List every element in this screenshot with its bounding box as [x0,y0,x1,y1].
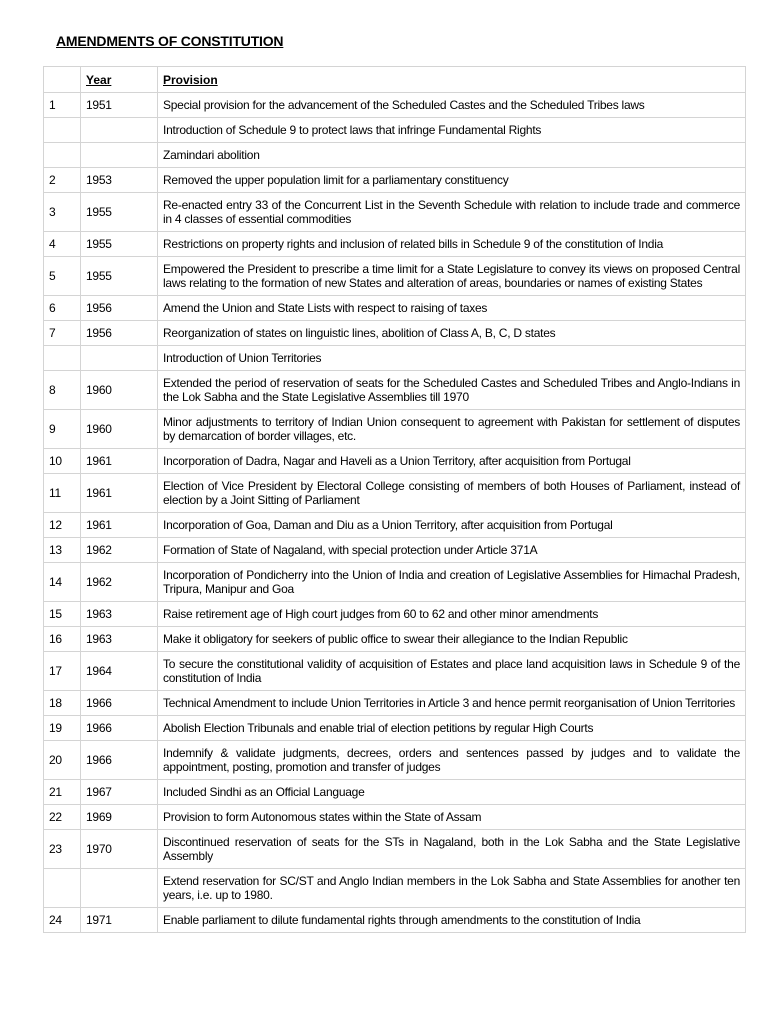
row-serial: 22 [44,805,81,830]
row-provision: Extended the period of reservation of seats for the Scheduled Castes and Scheduled Tribes and Anglo-Indians in the Lok Sabha and the State Legislative Assemblies till 1970 [158,371,746,410]
row-provision: Formation of State of Nagaland, with special protection under Article 371A [158,538,746,563]
table-row [44,168,746,193]
row-year: 1955 [81,193,158,232]
row-serial: 12 [44,513,81,538]
row-serial: 21 [44,780,81,805]
row-provision: Special provision for the advancement of the Scheduled Castes and the Scheduled Tribes laws [158,93,746,118]
row-serial [44,869,81,908]
row-year: 1960 [81,371,158,410]
row-provision: Empowered the President to prescribe a time limit for a State Legislature to convey its views on proposed Central laws relating to the formation of new States and alteration of areas, boundaries or names of existing States [158,257,746,296]
table-row [44,513,746,538]
row-provision: Removed the upper population limit for a parliamentary constituency [158,168,746,193]
row-provision: Incorporation of Dadra, Nagar and Haveli as a Union Territory, after acquisition from Portugal [158,449,746,474]
table-row [44,232,746,257]
row-serial: 13 [44,538,81,563]
row-serial: 17 [44,652,81,691]
row-provision: Amend the Union and State Lists with respect to raising of taxes [158,296,746,321]
table-row [44,193,746,232]
row-provision: Discontinued reservation of seats for the STs in Nagaland, both in the Lok Sabha and the State Legislative Assembly [158,830,746,869]
row-serial: 9 [44,410,81,449]
row-provision: Extend reservation for SC/ST and Anglo Indian members in the Lok Sabha and State Assemblies for another ten years, i.e. up to 1980. [158,869,746,908]
amendments-table [43,66,746,933]
row-provision: Minor adjustments to territory of Indian Union consequent to agreement with Pakistan for settlement of disputes by demarcation of border villages, etc. [158,410,746,449]
row-provision: Included Sindhi as an Official Language [158,780,746,805]
row-provision: Restrictions on property rights and inclusion of related bills in Schedule 9 of the constitution of India [158,232,746,257]
row-provision: Abolish Election Tribunals and enable trial of election petitions by regular High Courts [158,716,746,741]
row-year: 1963 [81,627,158,652]
row-serial [44,143,81,168]
table-row [44,652,746,691]
table-row [44,474,746,513]
row-provision: Enable parliament to dilute fundamental rights through amendments to the constitution of India [158,908,746,933]
table-header-row [44,67,746,93]
row-year: 1960 [81,410,158,449]
table-row [44,143,746,168]
table-body [44,93,746,933]
row-provision: Incorporation of Goa, Daman and Diu as a Union Territory, after acquisition from Portugal [158,513,746,538]
row-year: 1955 [81,232,158,257]
row-year [81,118,158,143]
row-provision: Indemnify & validate judgments, decrees, orders and sentences passed by judges and to validate the appointment, posting, promotion and transfer of judges [158,741,746,780]
table-row [44,602,746,627]
row-year [81,346,158,371]
row-year: 1956 [81,296,158,321]
row-provision: Technical Amendment to include Union Territories in Article 3 and hence permit reorganisation of Union Territories [158,691,746,716]
row-serial: 6 [44,296,81,321]
row-year: 1967 [81,780,158,805]
table-row [44,563,746,602]
table-row [44,691,746,716]
table-row [44,257,746,296]
table-row [44,296,746,321]
row-provision: Re-enacted entry 33 of the Concurrent List in the Seventh Schedule with relation to include trade and commerce in 4 classes of essential commodities [158,193,746,232]
table-row [44,410,746,449]
table-row [44,741,746,780]
row-provision: To secure the constitutional validity of acquisition of Estates and place land acquisition laws in Schedule 9 of the constitution of India [158,652,746,691]
table-row [44,830,746,869]
table-row [44,346,746,371]
row-year: 1971 [81,908,158,933]
table-row [44,449,746,474]
row-serial: 18 [44,691,81,716]
row-year [81,143,158,168]
header-provision: Provision [158,67,746,93]
row-provision: Make it obligatory for seekers of public office to swear their allegiance to the Indian Republic [158,627,746,652]
row-serial: 16 [44,627,81,652]
table-row [44,869,746,908]
row-year: 1961 [81,449,158,474]
row-provision: Introduction of Union Territories [158,346,746,371]
row-serial: 19 [44,716,81,741]
row-year: 1962 [81,538,158,563]
row-serial: 15 [44,602,81,627]
table-row [44,321,746,346]
row-serial [44,346,81,371]
row-year: 1956 [81,321,158,346]
row-serial: 14 [44,563,81,602]
table-row [44,716,746,741]
document-title: AMENDMENTS OF CONSTITUTION [56,33,284,49]
row-year: 1962 [81,563,158,602]
header-year: Year [81,67,158,93]
row-serial: 3 [44,193,81,232]
table-row [44,371,746,410]
row-serial: 24 [44,908,81,933]
row-serial [44,118,81,143]
row-provision: Raise retirement age of High court judges from 60 to 62 and other minor amendments [158,602,746,627]
row-serial: 4 [44,232,81,257]
row-year: 1966 [81,691,158,716]
row-provision: Reorganization of states on linguistic lines, abolition of Class A, B, C, D states [158,321,746,346]
row-year: 1955 [81,257,158,296]
row-serial: 2 [44,168,81,193]
row-provision: Incorporation of Pondicherry into the Union of India and creation of Legislative Assemblies for Himachal Pradesh, Tripura, Manipur and Goa [158,563,746,602]
row-serial: 5 [44,257,81,296]
row-serial: 11 [44,474,81,513]
row-year: 1963 [81,602,158,627]
row-serial: 1 [44,93,81,118]
row-year: 1969 [81,805,158,830]
row-year: 1964 [81,652,158,691]
table-row [44,908,746,933]
row-year: 1953 [81,168,158,193]
row-year: 1951 [81,93,158,118]
table-row [44,805,746,830]
row-serial: 10 [44,449,81,474]
row-provision: Election of Vice President by Electoral College consisting of members of both Houses of Parliament, instead of election by a Joint Sitting of Parliament [158,474,746,513]
table-row [44,93,746,118]
row-serial: 20 [44,741,81,780]
row-serial: 23 [44,830,81,869]
row-year: 1970 [81,830,158,869]
table-row [44,538,746,563]
table-row [44,780,746,805]
row-year: 1961 [81,474,158,513]
table-row [44,118,746,143]
row-provision: Provision to form Autonomous states within the State of Assam [158,805,746,830]
row-year [81,869,158,908]
row-serial: 8 [44,371,81,410]
table-row [44,627,746,652]
row-provision: Zamindari abolition [158,143,746,168]
row-year: 1966 [81,716,158,741]
header-serial [44,67,81,93]
row-year: 1961 [81,513,158,538]
row-year: 1966 [81,741,158,780]
row-provision: Introduction of Schedule 9 to protect laws that infringe Fundamental Rights [158,118,746,143]
row-serial: 7 [44,321,81,346]
